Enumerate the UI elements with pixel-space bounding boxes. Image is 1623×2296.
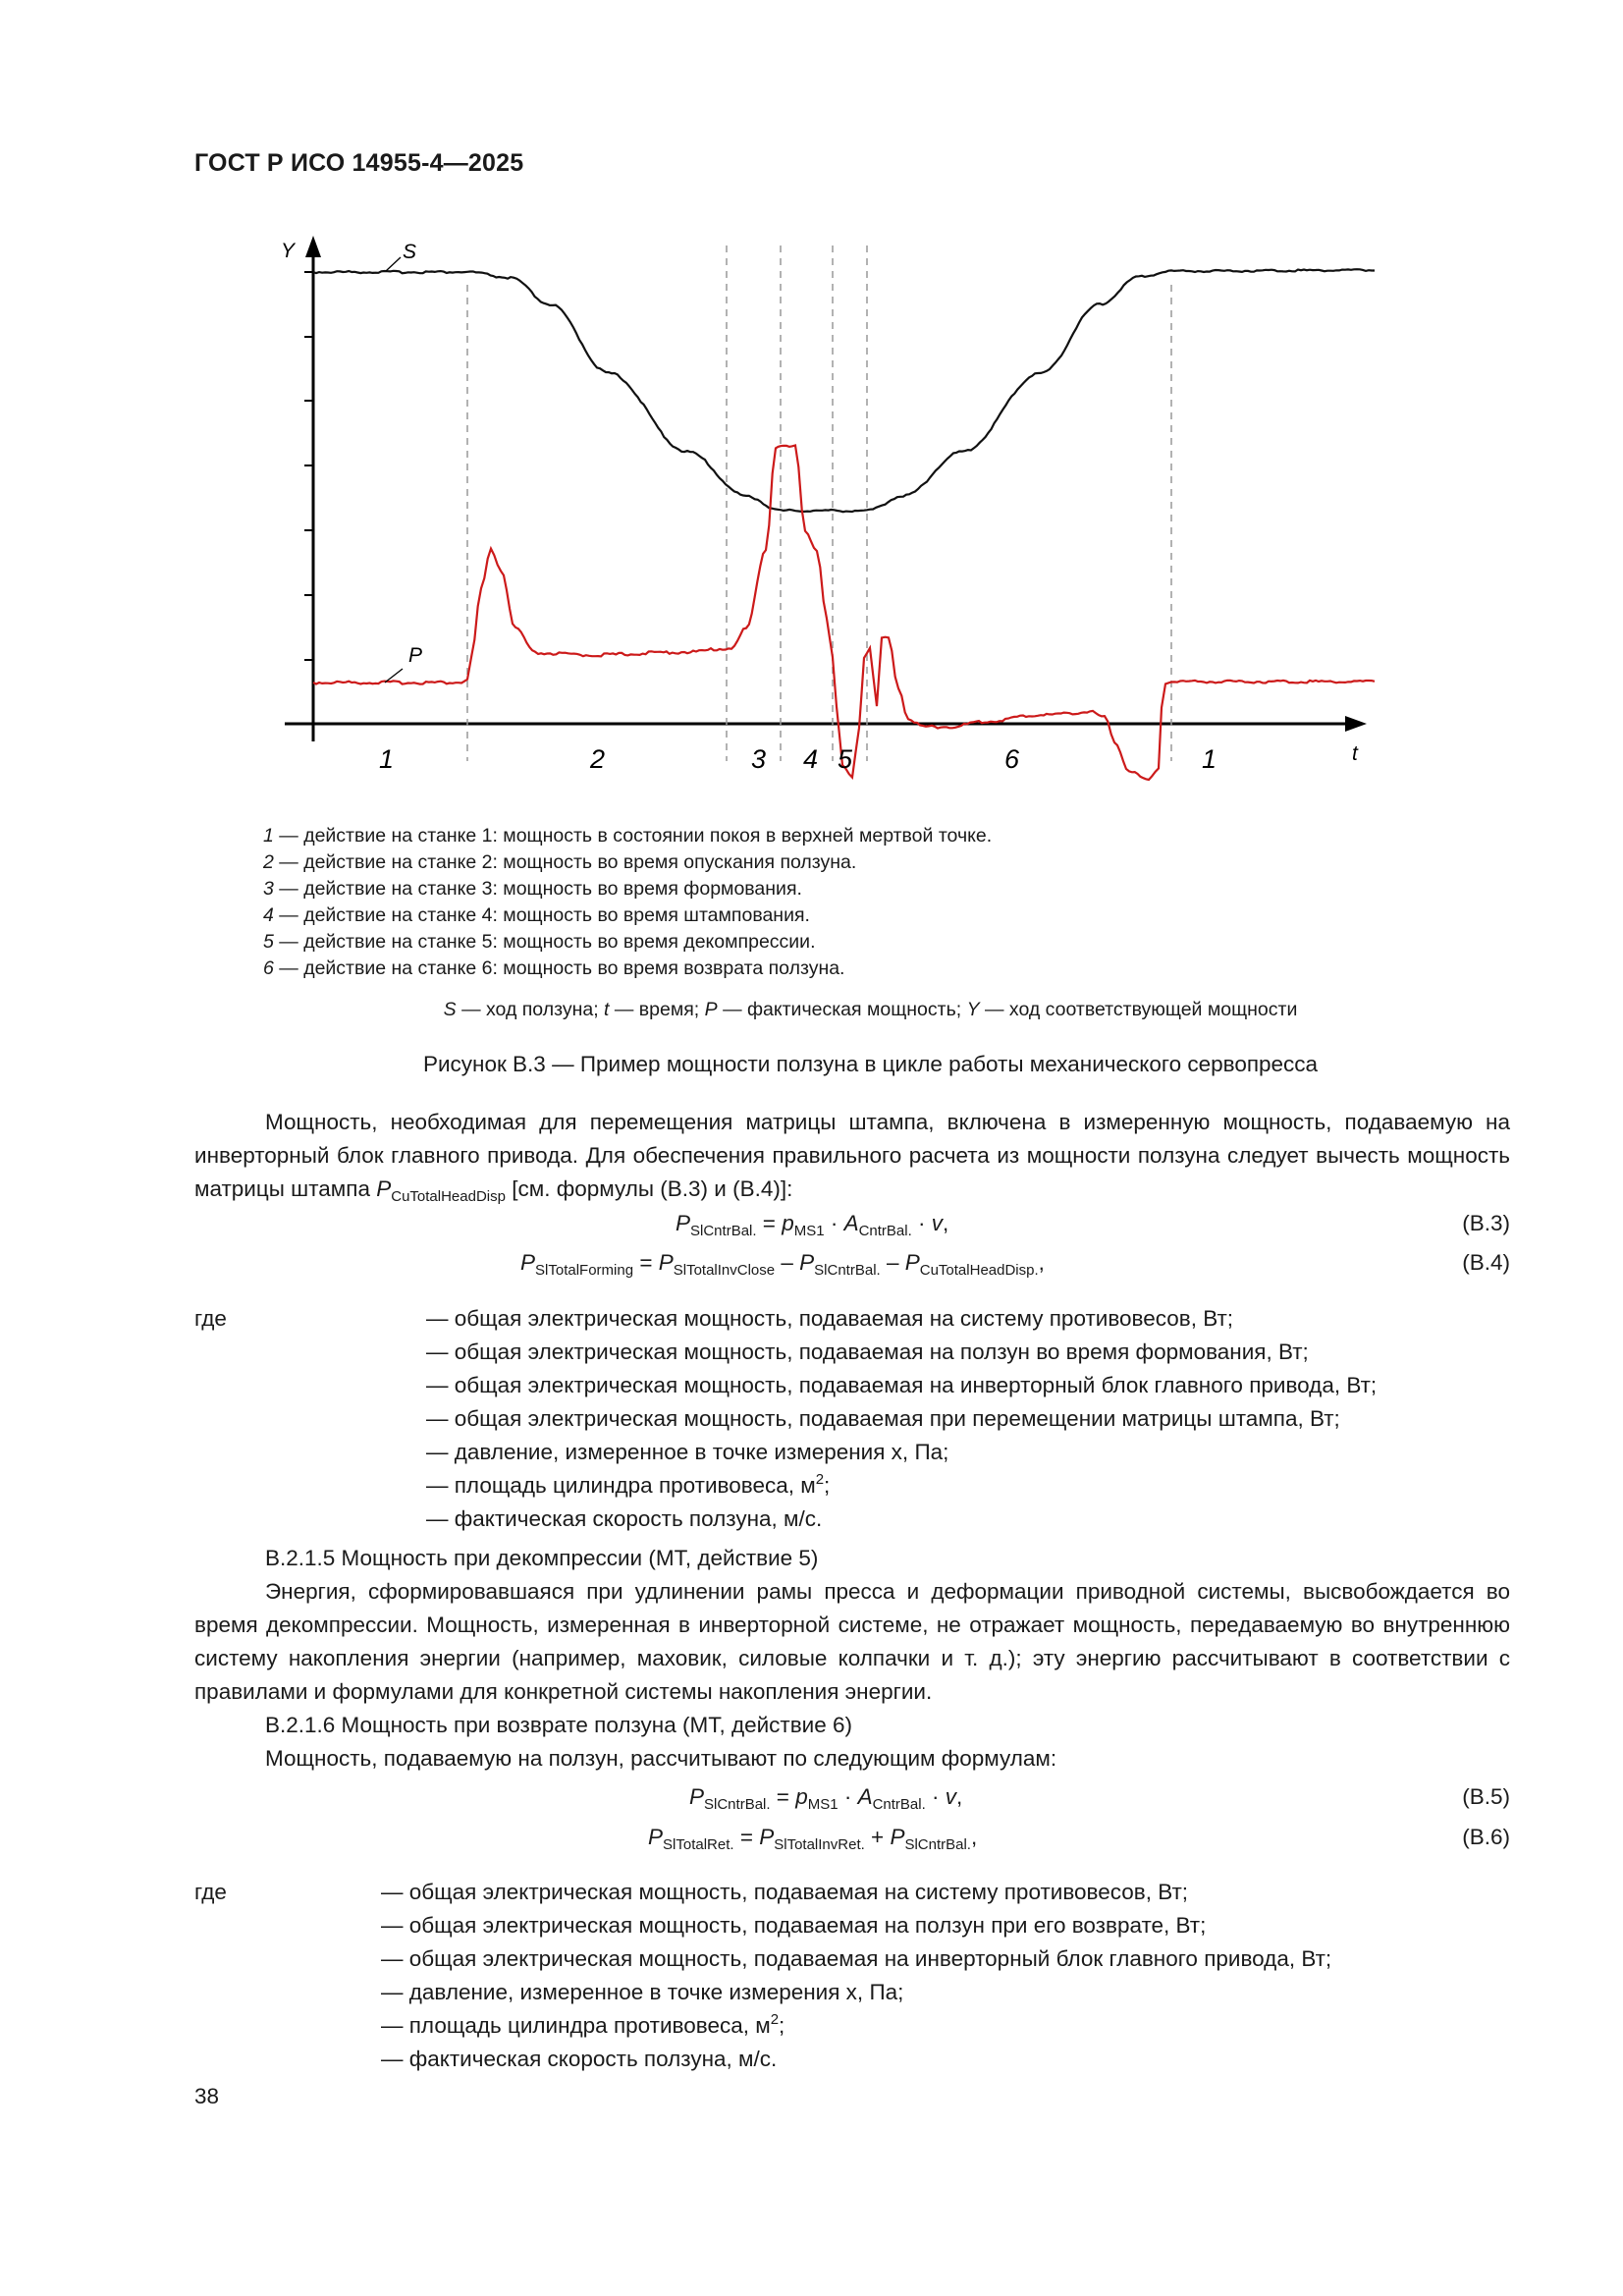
- s-label-leader: [386, 257, 401, 271]
- figure-symbols-line: S — ход ползуна; t — время; P — фактическая мощность; Y — ход соответствующей мощности: [443, 999, 1298, 1020]
- phase-number: 2: [590, 744, 606, 774]
- page-number: 38: [194, 2084, 220, 2108]
- section-heading-b215: В.2.1.5 Мощность при декомпрессии (МТ, действие 5): [265, 1546, 819, 1570]
- section-heading-b216: В.2.1.6 Мощность при возврате ползуна (МТ, действие 6): [265, 1713, 853, 1737]
- phase-number: 3: [751, 744, 767, 774]
- paragraph: Мощность, необходимая для перемещения матрицы штампа, включена в измеренную мощность, подаваемую на инверторный блок главного привода. Для обеспечения правильного расчета из мощности ползуна следует вычесть мощность матрицы штампа $P_{CuTotalHeadDisp}$ [см. формулы (В.3) и (В.4)]:: [194, 1110, 1510, 1205]
- phase-number: 1: [1202, 744, 1217, 774]
- equation-number: (В.6): [1462, 1825, 1510, 1849]
- phase-number: 6: [1004, 744, 1020, 774]
- where-label: где: [194, 1306, 227, 1331]
- phase-number: 1: [379, 744, 395, 774]
- y-axis-label: Y: [281, 240, 296, 262]
- figure-b3: [0, 0, 1623, 805]
- y-axis-arrow: [305, 236, 321, 257]
- s-curve: [313, 269, 1375, 512]
- equation-number: (В.5): [1462, 1784, 1510, 1809]
- legend-item: 1 — действие на станке 1: мощность в состоянии покоя в верхней мертвой точке.: [263, 825, 993, 847]
- phase-number: 4: [803, 744, 819, 774]
- equation-b6: $P_{SlTotalRet.} = P_{SlTotalInvRet.} + P_{SlCntrBal.}$,: [648, 1825, 978, 1853]
- t-axis-label: t: [1352, 742, 1358, 765]
- figure-caption: Рисунок В.3 — Пример мощности ползуна в цикле работы механического сервопресса: [422, 1052, 1319, 1076]
- definitions-2: — общая электрическая мощность, подаваемая на систему противовесов, Вт; — общая электрическая мощность, подаваемая на ползун при его возврате, Вт; — общая электрическая мощность, подаваемая на инверторный блок главного привода, Вт; — давление, измеренное в точке измерения x, Па; — площадь цилиндра противовеса, $м^2$; — фактическая скорость ползуна, м/с.: [381, 1880, 1332, 2071]
- paragraph: Энергия, сформировавшаяся при удлинении рамы пресса и деформации приводной системы, высвобождается во время декомпрессии. Мощность, измеренная в инверторной системе, не отражает мощность, передаваемую во внутреннюю систему накопления энергии (например, маховик, силовые колпачки и т. д.); эту энергию рассчитывают в соответствии с правилами и формулами для конкретной системы накопления энергии.: [194, 1579, 1510, 1704]
- phase-dividers: [467, 246, 1171, 761]
- legend-item: 2 — действие на станке 2: мощность во время опускания ползуна.: [263, 851, 857, 873]
- equation-b5: $P_{SlCntrBal.} = p_{MS1} \cdot A_{CntrBal.} \cdot v$,: [689, 1784, 963, 1813]
- legend-item: 5 — действие на станке 5: мощность во время декомпрессии.: [263, 931, 816, 953]
- equation-number: (В.3): [1462, 1211, 1510, 1235]
- t-axis-arrow: [1345, 716, 1367, 732]
- phase-number: 5: [838, 744, 853, 774]
- p-curve-label: P: [408, 644, 423, 667]
- equation-b3: $P_{SlCntrBal.} = p_{MS1} \cdot A_{CntrBal.} \cdot v$,: [676, 1211, 949, 1239]
- page-header: ГОСТ Р ИСО 14955-4—2025: [194, 149, 524, 177]
- legend-item: 3 — действие на станке 3: мощность во время формования.: [263, 878, 802, 900]
- p-curve: [313, 446, 1375, 781]
- s-curve-label: S: [403, 241, 417, 263]
- legend-item: 6 — действие на станке 6: мощность во время возврата ползуна.: [263, 957, 845, 979]
- equation-number: (В.4): [1462, 1250, 1510, 1275]
- where-label: где: [194, 1880, 227, 1904]
- legend-item: 4 — действие на станке 4: мощность во время штампования.: [263, 904, 810, 926]
- paragraph: Мощность, подаваемую на ползун, рассчитывают по следующим формулам:: [265, 1746, 1057, 1771]
- definitions-1: — общая электрическая мощность, подаваемая на систему противовесов, Вт; — общая электрическая мощность, подаваемая на ползун во время формования, Вт; — общая электрическая мощность, подаваемая на инверторный блок главного привода, Вт; — общая электрическая мощность, подаваемая при перемещении матрицы штампа, Вт; — давление, измеренное в точке измерения x, Па; — площадь цилиндра противовеса, $м^2$; — фактическая скорость ползуна, м/с.: [426, 1306, 1378, 1531]
- equation-b4: $P_{SlTotalForming} = P_{SlTotalInvClose} - P_{SlCntrBal.} - P_{CuTotalHeadDisp.}$,: [520, 1250, 1045, 1279]
- figure-legend: [263, 823, 992, 982]
